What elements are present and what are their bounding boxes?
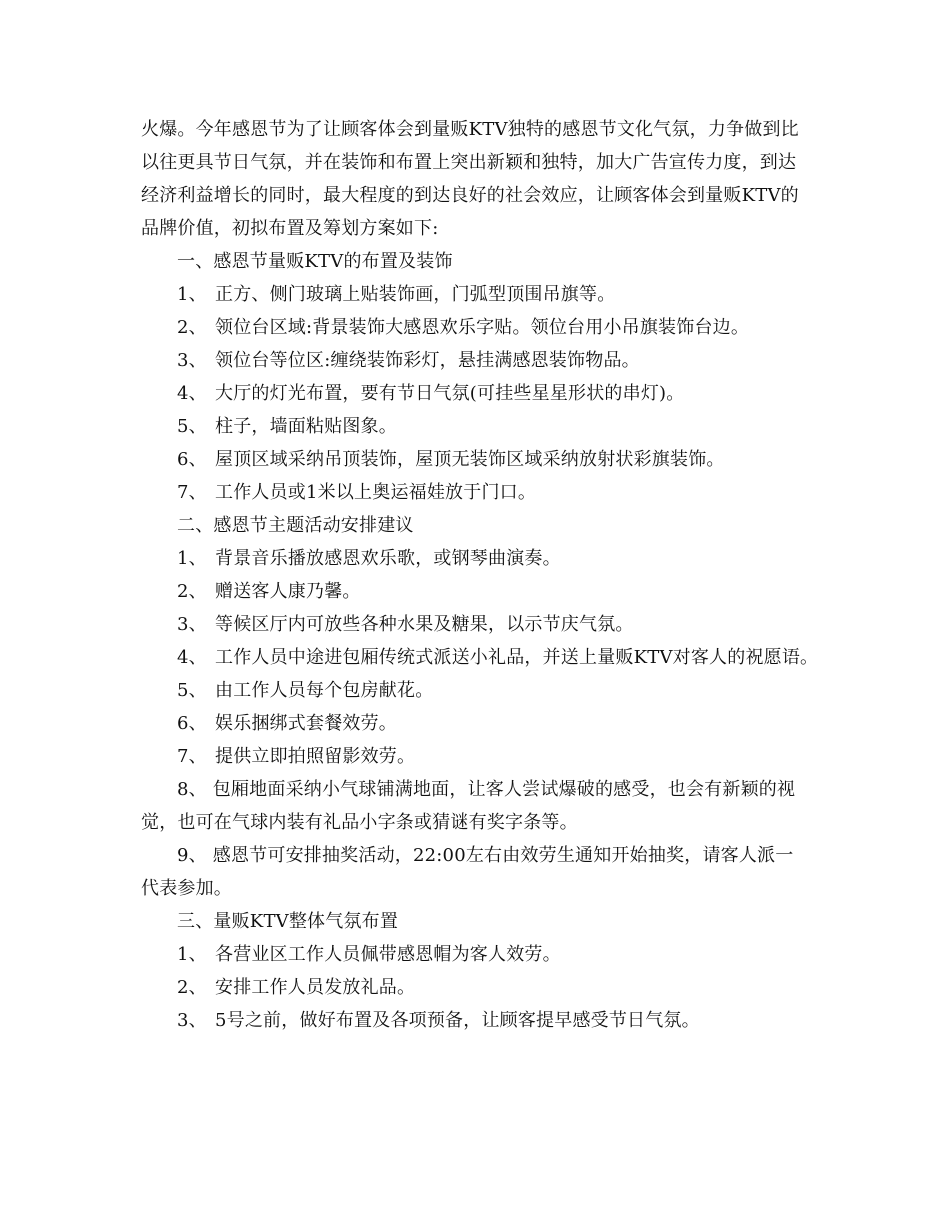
item-text: 提供立即拍照留影效劳。	[215, 746, 416, 767]
section-heading: 三、量贩KTV整体气氛布置	[177, 911, 399, 932]
list-item	[141, 575, 811, 608]
list-item	[141, 311, 811, 344]
item-text: 领位台区域:背景装饰大感恩欢乐字贴。领位台用小吊旗装饰台边。	[215, 317, 750, 338]
intro-paragraph	[141, 113, 811, 245]
list-item	[141, 641, 819, 674]
list-item	[141, 542, 811, 575]
list-item	[141, 344, 811, 377]
item-number: 6、	[177, 713, 207, 734]
list-item	[141, 443, 811, 476]
item-number: 2、	[177, 317, 207, 338]
item-number: 2、	[177, 977, 207, 998]
item-number: 3、	[177, 614, 207, 635]
list-item	[141, 377, 811, 410]
item-number: 2、	[177, 581, 207, 602]
item-text: 由工作人员每个包房献花。	[215, 680, 434, 701]
item-text: 赠送客人康乃馨。	[215, 581, 361, 602]
item-number: 5、	[177, 416, 207, 437]
section-heading: 二、感恩节主题活动安排建议	[177, 515, 414, 536]
item-number: 4、	[177, 383, 207, 404]
item-text: 娱乐捆绑式套餐效劳。	[215, 713, 397, 734]
list-item	[141, 674, 811, 707]
intro-line: 以往更具节日气氛，并在装饰和布置上突出新颖和独特，加大广告宣传力度，到达	[141, 152, 797, 173]
item-text: 安排工作人员发放礼品。	[215, 977, 416, 998]
list-item	[141, 839, 811, 905]
item-text-line: 觉，也可在气球内装有礼品小字条或猜谜有奖字条等。	[141, 812, 578, 833]
document-body	[141, 113, 819, 1037]
list-item	[141, 608, 811, 641]
list-item	[141, 1004, 811, 1037]
item-text: 工作人员中途进包厢传统式派送小礼品，并送上量贩KTV对客人的祝愿语。	[215, 647, 819, 668]
list-item	[141, 938, 811, 971]
item-number: 1、	[177, 548, 207, 569]
item-text: 各营业区工作人员佩带感恩帽为客人效劳。	[215, 944, 561, 965]
item-text: 屋顶区域采纳吊顶装饰，屋顶无装饰区域采纳放射状彩旗装饰。	[215, 449, 725, 470]
section-heading: 一、感恩节量贩KTV的布置及装饰	[177, 251, 453, 272]
list-item	[141, 740, 811, 773]
item-number: 4、	[177, 647, 207, 668]
list-item	[141, 410, 811, 443]
list-item	[141, 476, 811, 509]
item-text: 背景音乐播放感恩欢乐歌，或钢琴曲演奏。	[215, 548, 561, 569]
item-text: 大厅的灯光布置，要有节日气氛(可挂些星星形状的串灯)。	[215, 383, 685, 404]
intro-line: 火爆。今年感恩节为了让顾客体会到量贩KTV独特的感恩节文化气氛，力争做到比	[141, 119, 799, 140]
item-text: 工作人员或1米以上奥运福娃放于门口。	[215, 482, 537, 503]
item-text: 柱子，墙面粘贴图象。	[215, 416, 397, 437]
item-number: 5、	[177, 680, 207, 701]
list-item	[141, 773, 811, 839]
item-text-line: 代表参加。	[141, 878, 232, 899]
item-text-line: 8、 包厢地面采纳小气球铺满地面，让客人尝试爆破的感受，也会有新颖的视	[177, 779, 796, 800]
item-text: 5号之前，做好布置及各项预备，让顾客提早感受节日气氛。	[215, 1010, 700, 1031]
intro-line: 品牌价值，初拟布置及筹划方案如下:	[141, 218, 439, 239]
item-number: 7、	[177, 746, 207, 767]
item-number: 1、	[177, 284, 207, 305]
item-number: 3、	[177, 1010, 207, 1031]
item-text: 正方、侧门玻璃上贴装饰画，门弧型顶围吊旗等。	[215, 284, 616, 305]
list-item	[141, 971, 811, 1004]
item-number: 6、	[177, 449, 207, 470]
item-number: 1、	[177, 944, 207, 965]
item-number: 3、	[177, 350, 207, 371]
item-number: 7、	[177, 482, 207, 503]
list-item	[141, 278, 811, 311]
list-item	[141, 707, 811, 740]
item-text: 领位台等位区:缠绕装饰彩灯，悬挂满感恩装饰物品。	[215, 350, 640, 371]
item-text: 等候区厅内可放些各种水果及糖果，以示节庆气氛。	[215, 614, 634, 635]
intro-line: 经济利益增长的同时，最大程度的到达良好的社会效应，让顾客体会到量贩KTV的	[141, 185, 799, 206]
item-text-line: 9、 感恩节可安排抽奖活动，22:00左右由效劳生通知开始抽奖，请客人派一	[177, 845, 794, 866]
